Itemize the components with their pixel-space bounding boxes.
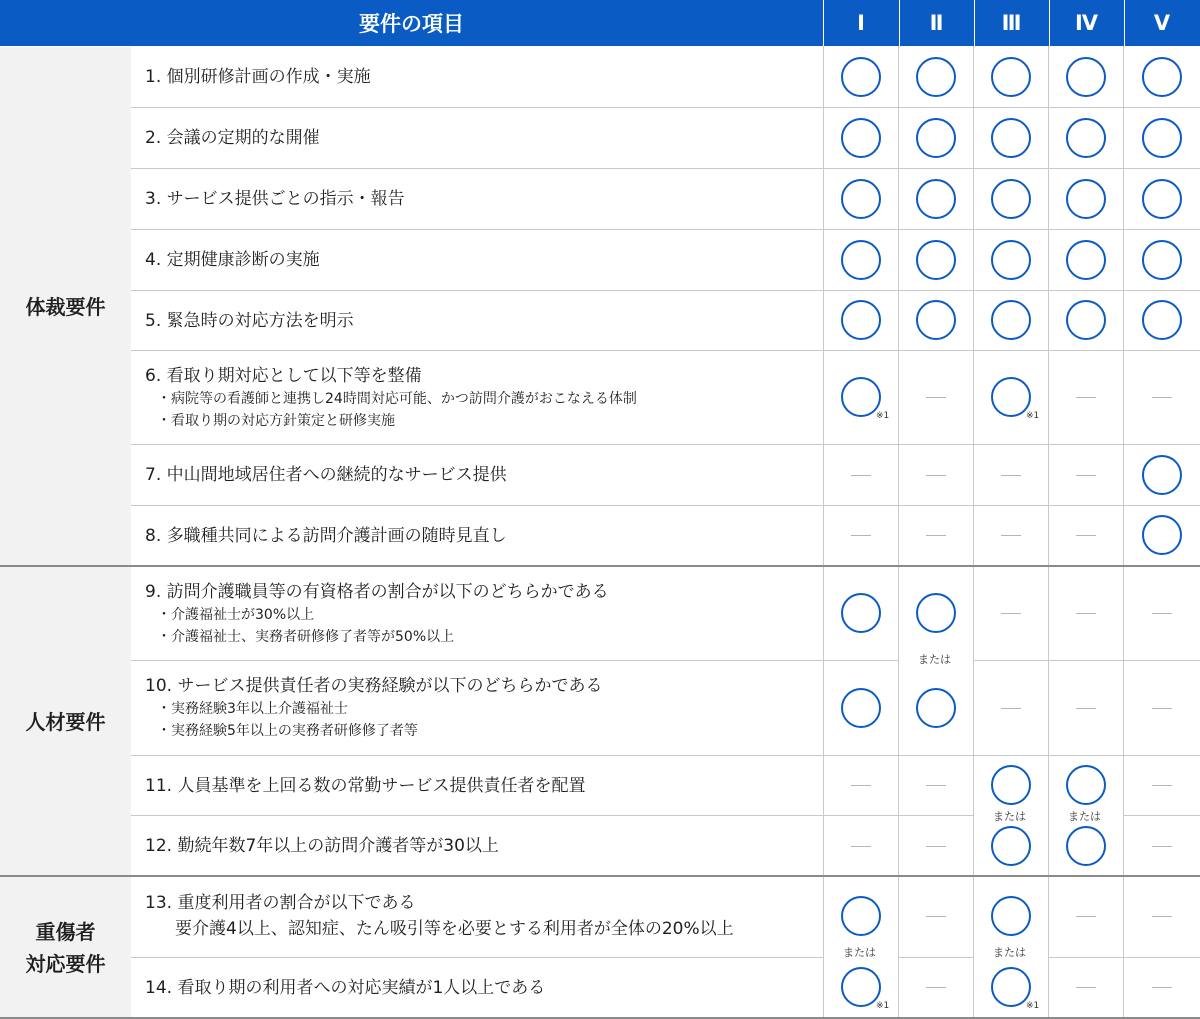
level-label: Ⅰ — [857, 11, 865, 35]
row-divider — [823, 229, 1200, 230]
item-text: 1. 個別研修計画の作成・実施 — [145, 67, 371, 87]
item-text: 3. サービス提供ごとの指示・報告 — [145, 189, 405, 209]
item-subtext: ・介護福祉士、実務者研修修了者等が50%以上 — [157, 628, 455, 645]
circle-icon — [916, 179, 956, 219]
row-divider — [823, 815, 973, 816]
circle-icon — [1066, 300, 1106, 340]
circle-icon — [841, 593, 881, 633]
requirement-item-11 — [145, 756, 815, 815]
or-label: または — [843, 946, 876, 959]
row-divider — [823, 350, 1200, 351]
requirement-item-12 — [145, 816, 815, 875]
dash-icon — [1076, 397, 1096, 398]
requirement-item-4 — [145, 230, 815, 290]
circle-icon — [1066, 765, 1106, 805]
circle-icon — [1142, 179, 1182, 219]
dash-icon — [1076, 535, 1096, 536]
header-divider — [899, 0, 900, 46]
level-label: Ⅱ — [929, 11, 944, 35]
requirement-item-13 — [145, 877, 815, 957]
row-divider — [823, 444, 1200, 445]
circle-icon — [1142, 515, 1182, 555]
circle-icon — [1142, 455, 1182, 495]
column-divider — [823, 46, 824, 1019]
circle-icon — [916, 57, 956, 97]
dash-icon — [1076, 708, 1096, 709]
dash-icon — [851, 846, 871, 847]
circle-icon — [841, 967, 881, 1007]
dash-icon — [926, 535, 946, 536]
circle-icon — [1142, 118, 1182, 158]
dash-icon — [926, 916, 946, 917]
item-text: 14. 看取り期の利用者への対応実績が1人以上である — [145, 977, 546, 998]
dash-icon — [1076, 987, 1096, 988]
dash-icon — [926, 785, 946, 786]
item-text: 8. 多職種共同による訪問介護計画の随時見直し — [145, 525, 507, 546]
circle-icon — [841, 300, 881, 340]
circle-icon — [991, 118, 1031, 158]
category-label: 人材要件 — [25, 709, 106, 734]
dash-icon — [851, 535, 871, 536]
circle-icon — [841, 57, 881, 97]
or-label: または — [993, 946, 1026, 959]
circle-icon — [1142, 300, 1182, 340]
column-divider — [1123, 46, 1124, 1019]
circle-icon — [1142, 57, 1182, 97]
item-text: 13. 重度利用者の割合が以下である — [145, 893, 416, 913]
category-jinzai — [0, 567, 131, 876]
requirement-item-9 — [145, 567, 815, 660]
circle-icon — [841, 688, 881, 728]
level-label: Ⅴ — [1153, 11, 1171, 35]
dash-icon — [926, 397, 946, 398]
category-label-line1: 重傷者 — [35, 920, 96, 944]
dash-icon — [1001, 535, 1021, 536]
column-divider — [1048, 46, 1049, 1019]
circle-icon — [1066, 118, 1106, 158]
circle-icon — [1066, 57, 1106, 97]
circle-icon — [841, 377, 881, 417]
item-text: 6. 看取り期対応として以下等を整備 — [145, 365, 422, 386]
footnote-mark: ※1 — [1026, 1001, 1040, 1011]
dash-icon — [926, 475, 946, 476]
dash-icon — [1001, 613, 1021, 614]
dash-icon — [1152, 785, 1172, 786]
level-label: Ⅳ — [1074, 11, 1099, 35]
circle-icon — [841, 240, 881, 280]
circle-icon — [916, 118, 956, 158]
circle-icon — [916, 240, 956, 280]
header-title-cell — [0, 0, 823, 46]
row-divider — [823, 505, 1200, 506]
item-text: 9. 訪問介護職員等の有資格者の割合が以下のどちらかである — [145, 581, 609, 602]
item-subtext: ・病院等の看護師と連携し24時間対応可能、かつ訪問介護がおこなえる体制 — [157, 390, 637, 407]
circle-icon — [991, 240, 1031, 280]
column-divider — [898, 46, 899, 1019]
level-header-3 — [974, 0, 1049, 46]
item-subtext: ・介護福祉士が30%以上 — [157, 606, 315, 623]
dash-icon — [1076, 475, 1096, 476]
header-divider — [1124, 0, 1125, 46]
dash-icon — [1001, 475, 1021, 476]
item-text: 12. 勤続年数7年以上の訪問介護者等が30以上 — [145, 835, 499, 856]
header-divider — [1049, 0, 1050, 46]
level-header-4 — [1049, 0, 1124, 46]
circle-icon — [991, 377, 1031, 417]
requirement-item-1 — [145, 47, 815, 107]
circle-icon — [1066, 240, 1106, 280]
level-header-5 — [1124, 0, 1200, 46]
item-subtext: ・看取り期の対応方針策定と研修実施 — [157, 412, 395, 429]
circle-icon — [916, 593, 956, 633]
requirement-item-8 — [145, 506, 815, 565]
circle-icon — [1066, 179, 1106, 219]
item-text: 11. 人員基準を上回る数の常勤サービス提供責任者を配置 — [145, 775, 586, 796]
level-header-2 — [899, 0, 974, 46]
circle-icon — [991, 57, 1031, 97]
row-divider — [898, 957, 973, 958]
row-divider — [823, 168, 1200, 169]
level-label: Ⅲ — [1001, 11, 1022, 35]
category-label-line2: 対応要件 — [25, 952, 106, 976]
or-label: または — [918, 653, 951, 666]
dash-icon — [1001, 708, 1021, 709]
header-divider — [974, 0, 975, 46]
dash-icon — [1152, 708, 1172, 709]
level-header-1 — [823, 0, 899, 46]
circle-icon — [991, 179, 1031, 219]
item-text: 10. サービス提供責任者の実務経験が以下のどちらかである — [145, 676, 603, 696]
circle-icon — [991, 765, 1031, 805]
requirement-item-7 — [145, 445, 815, 505]
header-divider — [823, 0, 824, 46]
category-taisei — [0, 47, 131, 566]
circle-icon — [841, 179, 881, 219]
item-text: 2. 会議の定期的な開催 — [145, 128, 320, 148]
dash-icon — [1076, 613, 1096, 614]
or-label: または — [1068, 810, 1101, 823]
footnote-mark: ※1 — [876, 1001, 890, 1011]
item-subtext: ・実務経験5年以上の実務者研修修了者等 — [157, 723, 418, 739]
category-jusho — [0, 877, 131, 1019]
row-divider — [1123, 815, 1200, 816]
item-text: 5. 緊急時の対応方法を明示 — [145, 310, 354, 331]
dash-icon — [926, 987, 946, 988]
item-subtext: ・実務経験3年以上介護福祉士 — [157, 701, 348, 717]
circle-icon — [841, 118, 881, 158]
requirement-item-3 — [145, 169, 815, 229]
row-divider — [1048, 957, 1200, 958]
or-label: または — [993, 810, 1026, 823]
requirement-item-14 — [145, 958, 815, 1017]
dash-icon — [1152, 613, 1172, 614]
circle-icon — [991, 967, 1031, 1007]
row-divider — [823, 755, 1200, 756]
row-divider — [823, 290, 1200, 291]
circle-icon — [1142, 240, 1182, 280]
dash-icon — [851, 785, 871, 786]
circle-icon — [991, 300, 1031, 340]
requirement-item-2 — [145, 108, 815, 168]
row-divider — [973, 660, 1200, 661]
circle-icon — [991, 896, 1031, 936]
dash-icon — [851, 475, 871, 476]
column-divider — [973, 46, 974, 1019]
dash-icon — [1152, 987, 1172, 988]
row-divider — [823, 107, 1200, 108]
circle-icon — [1066, 826, 1106, 866]
footnote-mark: ※1 — [1026, 411, 1040, 421]
item-detail: 要介護4以上、認知症、たん吸引等を必要とする利用者が全体の20%以上 — [175, 919, 734, 939]
footnote-mark: ※1 — [876, 411, 890, 421]
item-text: 4. 定期健康診断の実施 — [145, 250, 320, 270]
circle-icon — [991, 826, 1031, 866]
dash-icon — [1152, 846, 1172, 847]
dash-icon — [1152, 916, 1172, 917]
requirement-item-10 — [145, 661, 815, 755]
circle-icon — [916, 300, 956, 340]
dash-icon — [1152, 397, 1172, 398]
requirement-item-6 — [145, 351, 815, 444]
item-text: 7. 中山間地域居住者への継続的なサービス提供 — [145, 465, 507, 485]
header-title: 要件の項目 — [359, 12, 464, 36]
row-divider — [823, 660, 898, 661]
dash-icon — [1076, 916, 1096, 917]
requirement-item-5 — [145, 291, 815, 350]
circle-icon — [841, 896, 881, 936]
dash-icon — [926, 846, 946, 847]
circle-icon — [916, 688, 956, 728]
category-label: 体裁要件 — [25, 294, 106, 319]
